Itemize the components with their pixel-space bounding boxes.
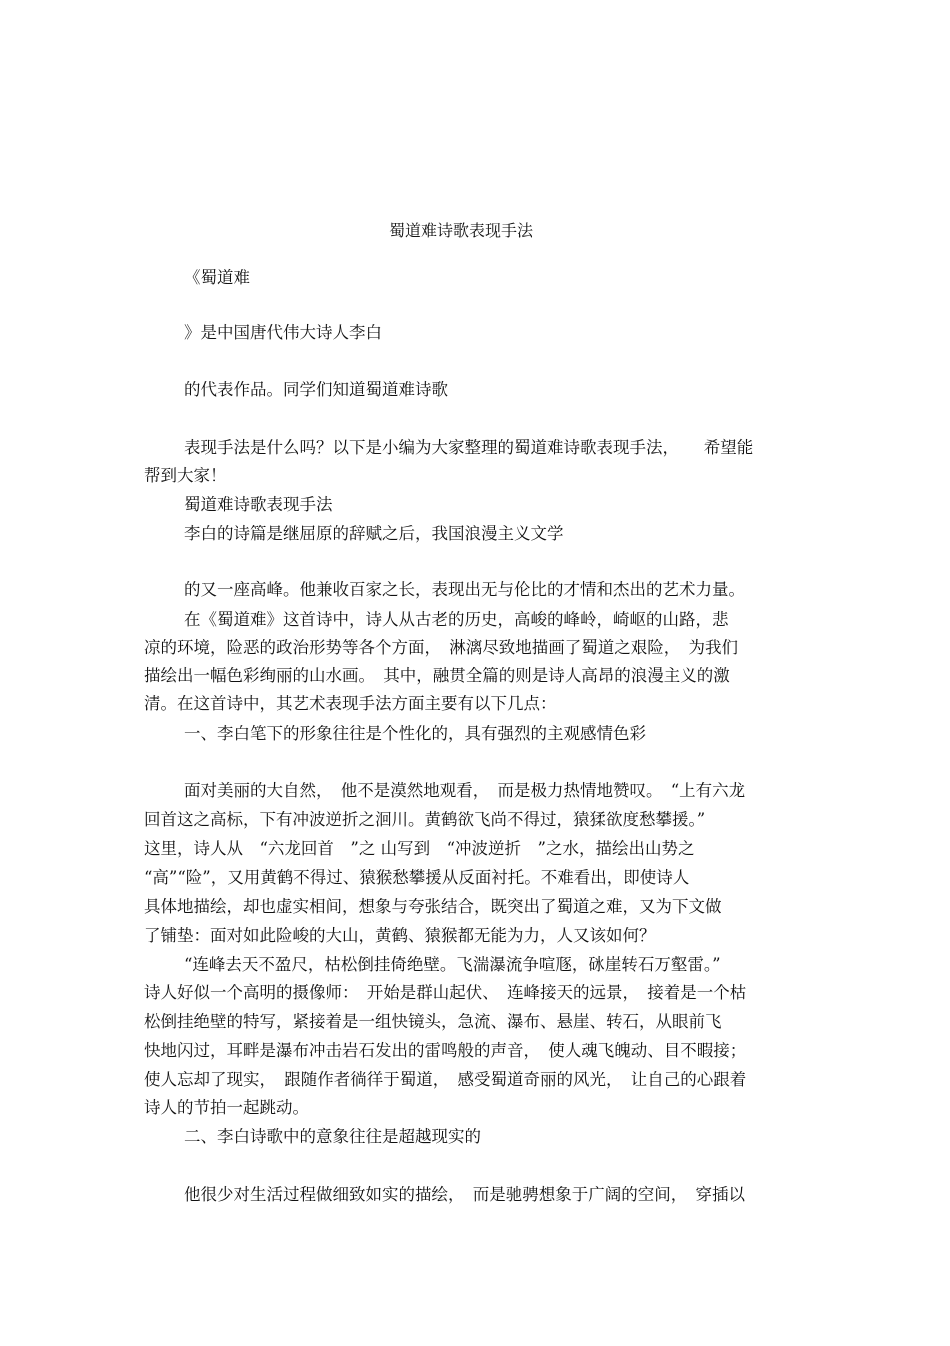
text-line: 凉的环境，险恶的政治形势等各个方面， 淋漓尽致地描画了蜀道之艰险， 为我们 [144,638,738,657]
text-line: 具体地描绘，却也虚实相间，想象与夸张结合，既突出了蜀道之难，又为下文做 [144,897,722,916]
text-line: 他很少对生活过程做细致如实的描绘， 而是驰骋想象于广阔的空间， 穿插以 [184,1185,745,1204]
text-line: 了铺垫：面对如此险峻的大山，黄鹤、猿猴都无能为力，人又该如何？ [144,926,656,945]
text-line: 松倒挂绝壁的特写，紧接着是一组快镜头，急流、瀑布、悬崖、转石，从眼前飞 [144,1012,722,1031]
text-line: 的又一座高峰。他兼收百家之长，表现出无与伦比的才情和杰出的艺术力量。 [184,580,745,599]
text-line: 二、李白诗歌中的意象往往是超越现实的 [184,1127,481,1146]
text-line: 使人忘却了现实， 跟随作者徜徉于蜀道， 感受蜀道奇丽的风光， 让自己的心跟着 [144,1070,747,1089]
text-line: 的代表作品。同学们知道蜀道难诗歌 [184,380,448,399]
text-line: “高”“险”，又用黄鹤不得过、猿猴愁攀援从反面衬托。不难看出，即使诗人 [144,868,690,887]
text-line: 快地闪过，耳畔是瀑布冲击岩石发出的雷鸣般的声音， 使人魂飞魄动、目不暇接； [144,1041,747,1060]
text-line: 》是中国唐代伟大诗人李白 [184,323,382,342]
text-line: 蜀道难诗歌表现手法 [184,495,333,514]
text-line: 清。在这首诗中，其艺术表现手法方面主要有以下几点： [144,694,557,713]
text-line: 一、李白笔下的形象往往是个性化的，具有强烈的主观感情色彩 [184,724,646,743]
text-line: “连峰去天不盈尺，枯松倒挂倚绝壁。飞湍瀑流争喧豗，砯崖转石万壑雷。” [184,955,721,974]
text-line: 诗人好似一个高明的摄像师： 开始是群山起伏、 连峰接天的远景， 接着是一个枯 [144,983,747,1002]
text-line: 描绘出一幅色彩绚丽的山水画。 其中，融贯全篇的则是诗人高昂的浪漫主义的激 [144,666,730,685]
text-line: 表现手法是什么吗？以下是小编为大家整理的蜀道难诗歌表现手法， 希望能 [184,438,754,457]
text-line: 面对美丽的大自然， 他不是漠然地观看， 而是极力热情地赞叹。 “上有六龙 [184,781,746,800]
text-line: 李白的诗篇是继屈原的辞赋之后，我国浪漫主义文学 [184,524,564,543]
text-line: 回首这之高标，下有冲波逆折之洄川。黄鹤欲飞尚不得过，猿猱欲度愁攀援。” [144,810,706,829]
text-line: 这里，诗人从 “六龙回首 ”之 山写到 “冲波逆折 ”之水，描绘出山势之 [144,839,695,858]
text-line: 帮到大家！ [144,466,227,485]
text-line: 《蜀道难 [184,268,250,287]
text-line: 在《蜀道难》这首诗中，诗人从古老的历史，高峻的峰岭，崎岖的山路，悲 [184,610,729,629]
text-line: 诗人的节拍一起跳动。 [144,1098,309,1117]
document-title: 蜀道难诗歌表现手法 [389,221,534,240]
